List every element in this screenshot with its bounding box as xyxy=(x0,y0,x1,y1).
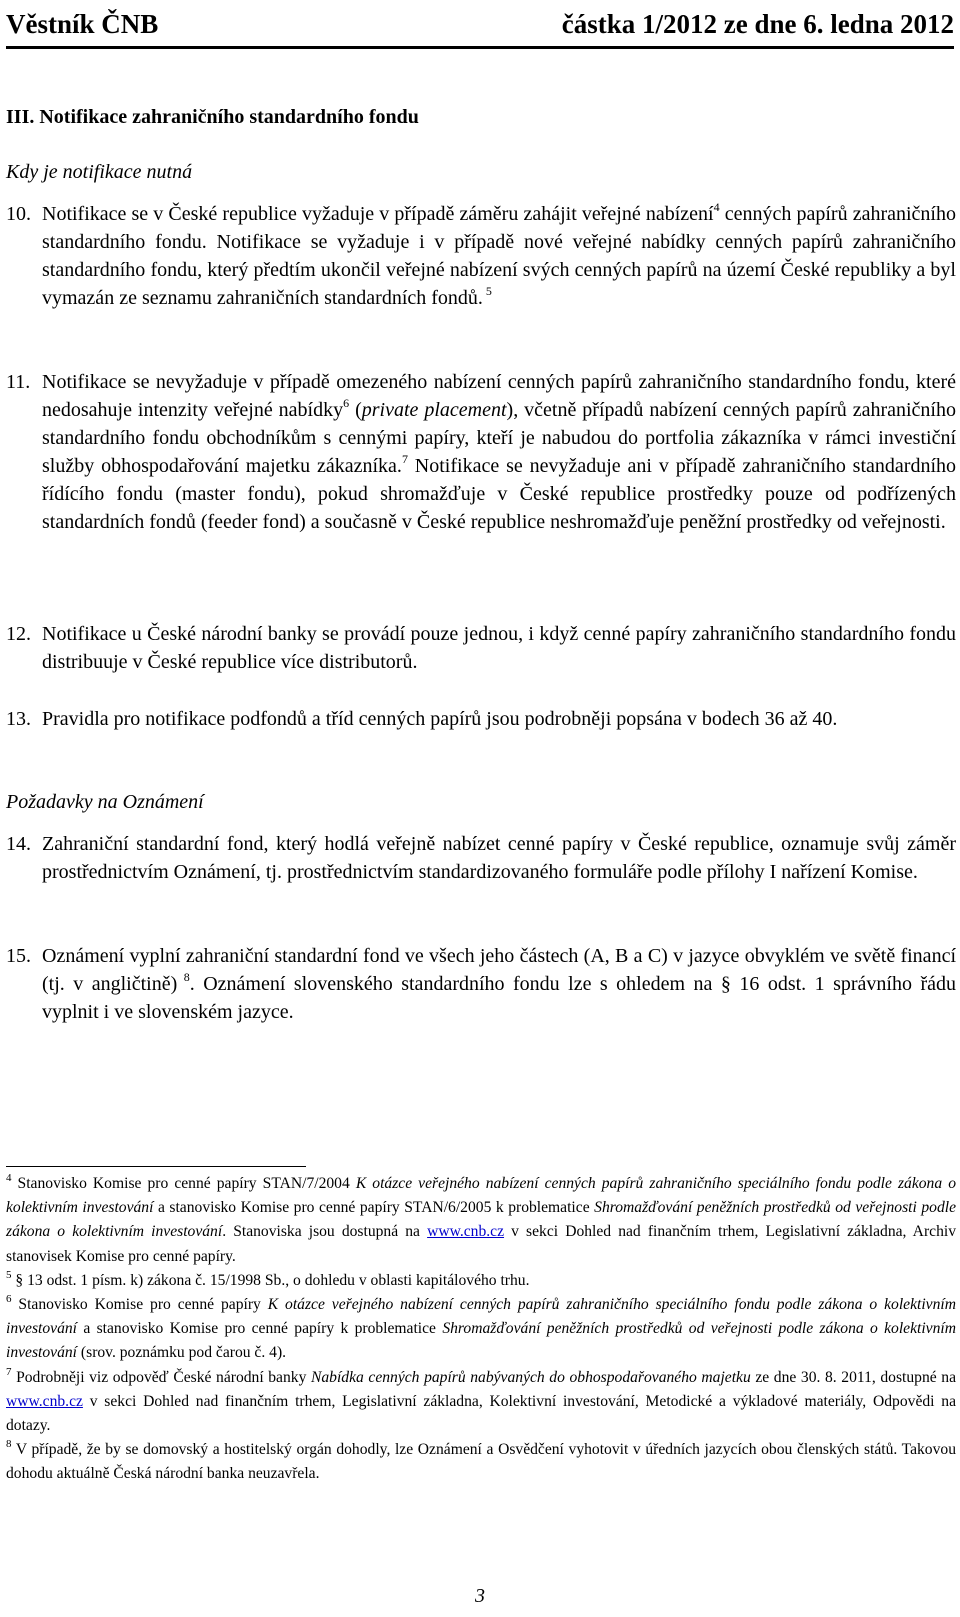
footnote-7: $^7$ Podrobněji viz odpověď České národní banky Nabídka cenných papírů nabývaných do obhospodařovaného majetku ze dne 30. 8. 2011, dostupné na www.cnb.cz v sekci Dohled nad finančním trhem, Legislativní základna, Kolektivní investování, Metodické a výkladové materiály, Odpovědi na dotazy. xyxy=(6,1365,956,1435)
footnote-ref-7: 7 xyxy=(401,452,408,466)
paragraph-number: 15. xyxy=(6,945,31,967)
footnote-8: $^8$ V případě, že by se domovský a hostitelský orgán dohodly, lze Oznámení a Osvědčení vyhotovit v úředních jazycích obou členských států. Takovou dohodu aktuálně Česká národní banka neuzavřela. xyxy=(6,1438,956,1483)
paragraph-12: 12. Notifikace u České národní banky se provádí pouze jednou, i když cenné papíry zahraničního standardního fondu distribuuje v České republice více distributorů. xyxy=(6,620,956,676)
header-rule xyxy=(6,46,954,49)
footnote-ref-8: 8 xyxy=(177,970,190,984)
paragraph-number: 11. xyxy=(6,371,31,393)
paragraph-number: 10. xyxy=(6,203,31,225)
footnote-4: $^4$ Stanovisko Komise pro cenné papíry STAN/7/2004 K otázce veřejného nabízení cenných papírů zahraničního speciálního fondu podle zákona o kolektivním investování a stanovisko Komise pro cenné papíry STAN/6/2005 k problematice Shromažďování peněžních prostředků od veřejnosti podle zákona o kolektivním investování. Stanoviska jsou dostupná na www.cnb.cz v sekci Dohled nad finančním trhem, Legislativní základna, Archiv stanovisek Komise pro cenné papíry. xyxy=(6,1172,957,1265)
page-number: 3 xyxy=(475,1585,485,1607)
footnote-ref-6: 6 xyxy=(343,396,350,410)
footnote-5: $^5$ § 13 odst. 1 písm. k) zákona č. 15/1998 Sb., o dohledu v oblasti kapitálového trhu. xyxy=(6,1268,530,1289)
journal-title: Věstník ČNB xyxy=(6,9,159,39)
paragraph-number: 14. xyxy=(6,833,31,855)
paragraph-13: 13. Pravidla pro notifikace podfondů a tříd cenných papírů jsou podrobněji popsána v bodech 36 až 40. xyxy=(6,705,956,733)
footnote-6: $^6$ Stanovisko Komise pro cenné papíry K otázce veřejného nabízení cenných papírů zahraničního speciálního fondu podle zákona o kolektivním investování a stanovisko Komise pro cenné papíry k problematice Shromažďování peněžních prostředků od veřejnosti podle zákona o kolektivním investování (srov. poznámku pod čarou č. 4). xyxy=(6,1293,956,1362)
paragraph-11: 11. Notifikace se nevyžaduje v případě omezeného nabízení cenných papírů zahraničního standardního fondu, které nedosahuje intenzity veřejné nabídky$^6$ (private placement), včetně případů nabízení cenných papírů zahraničního standardního fondu obchodníkům s cennými papíry, kteří je nabudou do portfolia zákazníka v rámci investiční služby obhospodařování majetku zákazníka.$^7$ Notifikace se nevyžaduje ani v případě zahraničního standardního řídícího fondu (master fondu), pokud shromažďuje v České republice prostředky pouze od podřízených standardních fondů (feeder fond) a současně v České republice neshromažďuje peněžní prostředky od veřejnosti. xyxy=(6,368,956,536)
subhead-kdy: Kdy je notifikace nutná xyxy=(6,161,193,183)
section-title: III. Notifikace zahraničního standardního fondu xyxy=(6,106,419,128)
cnb-link[interactable]: www.cnb.cz xyxy=(427,1223,505,1241)
page-header xyxy=(6,4,954,44)
paragraph-15: 15. Oznámení vyplní zahraniční standardní fond ve všech jeho částech (A, B a C) v jazyce obvyklém ve světě financí (tj. v angličtině) $^8$. Oznámení slovenského standardního fondu lze s ohledem na § 16 odst. 1 správního řádu vyplnit i ve slovenském jazyce. xyxy=(6,942,956,1026)
paragraph-10: 10. Notifikace se v České republice vyžaduje v případě záměru zahájit veřejné nabízení$^4$ cenných papírů zahraničního standardního fondu. Notifikace se vyžaduje i v případě nové veřejné nabídky cenných papírů zahraničního standardního fondu, který předtím ukončil veřejné nabízení svých cenných papírů na území České republiky a byl vymazán ze seznamu zahraničních standardních fondů. $^5$ xyxy=(6,200,956,309)
paragraph-14: 14. Zahraniční standardní fond, který hodlá veřejně nabízet cenné papíry v České republice, oznamuje svůj záměr prostřednictvím Oznámení, tj. prostřednictvím standardizovaného formuláře podle přílohy I nařízení Komise. xyxy=(6,830,956,886)
footnote-ref-4: 4 xyxy=(713,200,720,214)
paragraph-number: 13. xyxy=(6,708,31,730)
cnb-link[interactable]: www.cnb.cz xyxy=(6,1392,83,1410)
paragraph-number: 12. xyxy=(6,623,31,645)
subhead-pozadavky: Požadavky na Oznámení xyxy=(6,791,204,813)
footnote-rule xyxy=(6,1166,306,1167)
footnotes xyxy=(6,1172,956,1487)
footnote-ref-5: 5 xyxy=(482,284,492,298)
issue-date: částka 1/2012 ze dne 6. ledna 2012 xyxy=(561,9,954,39)
